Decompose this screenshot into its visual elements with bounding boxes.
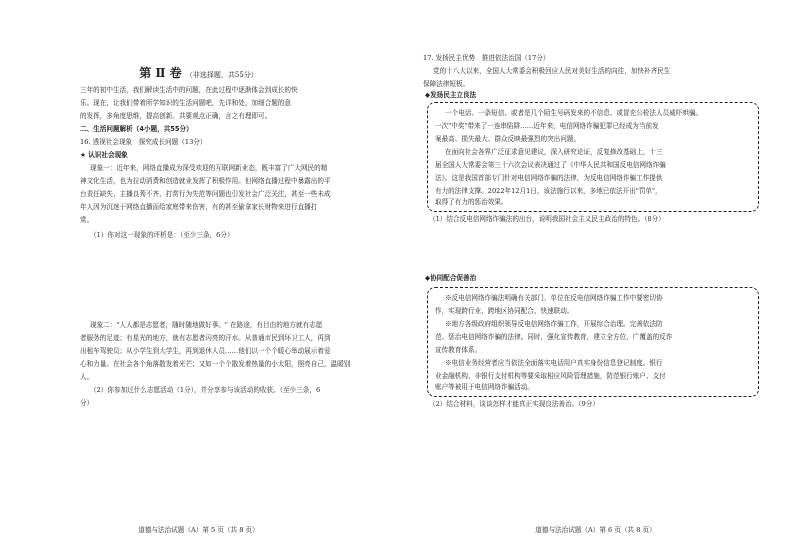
right-footer: 道德与法治试题（A）第 6 页（共 8 页） [535,526,656,534]
box2-line-4: 范、惩治电信网络诈骗的法律。同时，强化宣传教育，建立全方位、广覆盖的反诈 [435,333,673,341]
box2-line-1: ※反电信网络诈骗法明确有关部门、单位在反电信网络诈骗工作中要密切协 [445,294,663,302]
intro-line-3: 的发挥，多角度思维，提高创新。共要观点正确，言之有理即可。 [80,112,272,120]
box2-line-2: 作，实现跨行业、跨地区协同配合、快速联动。 [435,307,574,315]
phenomenon2-line-1: 现象二："人人都是志愿者，随时随地做好事。" 在路途，有目由的地方就有志愿 [90,321,323,329]
box1-line-8: 取得了有力的惩治效果。 [435,198,508,206]
q16-sub-heading: ★ 认识社会现象 [80,151,128,159]
phenomenon2-line-3: 出租车驾驶员；从小学生到大学生，再到退休人员……他们以一个个暖心举动展示着爱 [80,347,331,355]
box1-line-3: 案最高、损失最大、群众反映最强烈的突出问题。 [435,135,581,143]
box1-line-4: 在面向社会各界广泛征求意见建议，深入研究论证，反复修改基础上，十三 [445,148,663,156]
box1-line-5: 届全国人大常委会第三十六次会议表决通过了《中华人民共和国反电信网络诈骗 [435,161,666,169]
phenomenon1-line-3: 台责任缺失、主播良莠不齐、打赏行为失范等问题也引发社会广泛关注，甚至一些未成 [80,190,331,198]
intro-line-2: 乐。现在，让我们带着所学知识的生活问题吧，先详和处，加细合题的意 [80,99,291,107]
phenomenon2-line-2: 者服务的足迹；有星光的地方，就有志愿者闪亮的汗水。从普通市民到环卫工人，再到 [80,334,331,342]
left-footer: 道德与法治试题（A）第 5 页（共 8 页） [138,526,259,534]
box2-line-5: 宣传教育体系。 [435,346,482,354]
q17-intro-line-1: 党的十八大以来，全国人大常委会积极回应人民对美好生活的向往，加快补齐民生 [433,67,671,75]
box1-line-7: 有力的法律支撑。2022年12月1日，该法施行以来，多地已依法开出"罚单"， [435,187,662,195]
q16-part2-line-1: （2）你参加过什么志愿活动（1分），并分享参与该活动的收获。（至少三条，6 [90,386,321,394]
q17-part1: （1）结合反电信网络诈骗法的出台，说明我国社会主义民主政治的特色。（8分） [429,215,665,223]
phenomenon1-line-5: 赏。 [80,216,94,224]
q16-part1: （1）你对这一现象的评析是：（至少三条，6分） [90,231,234,239]
box2-line-7: 业金融机构、非银行支付机构等要采取相应风险管理措施，防范银行账户、支付 [435,372,666,380]
q16-heading: 16. 透视社会现象 探究成长问题（13分） [80,138,207,146]
box2-line-3: ※地方各级政府组织领导反电信网络诈骗工作，开展综合治理。完善依法防 [445,320,663,328]
phenomenon2-line-5: 人。 [80,373,94,381]
box1-line-6: 法》。这是我国首部专门针对电信网络诈骗的法律，为反电信网络诈骗工作提供 [435,174,663,182]
box2-line-8: 账户等被用于电信网络诈骗活动。 [435,383,534,391]
q17-heading: 17. 发扬民主优势 推进依法治国（17分） [423,54,550,62]
phenomenon1-line-1: 现象一：近年来，网络直播成为深受欢迎的互联网新业态，既丰富了广大网民的精 [90,164,328,172]
intro-line-1: 三年的初中生活，我们解读生活中的问题，在此过程中逐渐体会到成长的快 [80,86,298,94]
section-title-text: 第 Ⅱ 卷 [139,66,182,80]
topic2-heading: ◆协同配合促善治 [425,274,477,282]
right-page [397,0,794,543]
box1-line-2: 一次"中奖"带来了一连串陷阱……近年来，电信网络诈骗犯罪已经成为当前发 [435,122,659,130]
q17-intro-line-2: 保障法律短板。 [423,80,470,88]
topic1-heading: ◆发扬民主立良法 [425,91,477,99]
section-title [0,64,397,81]
q17-part2: （2）结合材料，谈谈怎样才能真正实现良法善治。（9分） [429,400,599,408]
box2-line-6: ※电信业务经营者应当依法全面落实电话用户真实身份信息登记制度。银行 [445,359,663,367]
phenomenon2-line-4: 心和力量。在社会各个角落散发着光芒；又如一个个散发着热量的小太阳，照亮自己，温暖别 [80,360,351,368]
section-note: （非选择题，共55分） [185,71,258,79]
phenomenon1-line-2: 神文化生活，也为拉动消费和创造就业发挥了积极作用。但网络直播过程中暴露出的平 [80,177,331,185]
q16-part2-line-2: 分） [80,399,94,407]
box1-line-1: 一个电话、一条短信、或者是几个陌生号码发来的不信息、或冒充公检法人员威吓哄骗。 [445,109,703,117]
part2-heading: 二、生活问题解析（4小题，共55分） [80,125,193,133]
phenomenon1-line-4: 年人因为沉迷于网络直播而给家庭带来伤害，有的甚至偷拿家长财物来进行直播打 [80,203,318,211]
